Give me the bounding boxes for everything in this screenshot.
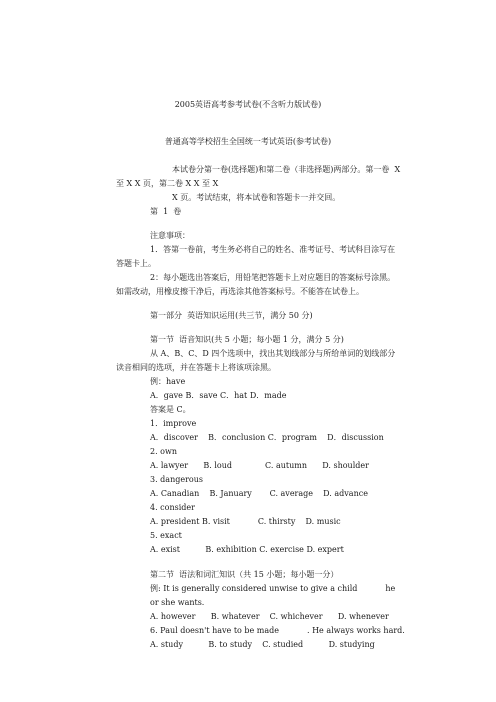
- notes-heading: 注意事项：: [150, 231, 190, 240]
- intro-line-2: 至 X X 页，第二卷 X X 至 X: [116, 179, 219, 188]
- section-1-instruction-1: 从 A、B、C、D 四个选项中，找出其划线部分与所给单词的划线部分: [150, 349, 396, 358]
- example-word: 例：have: [150, 377, 186, 386]
- question-6: 6. Paul doesn't have to be made . He always works hard.: [150, 626, 405, 635]
- section-1-instruction-2: 读音相同的选项，并在答题卡上将该项涂黑。: [116, 363, 276, 372]
- question-5: 5. exact: [150, 531, 182, 540]
- question-4-options: A. president B. visit C. thirsty D. music: [150, 517, 341, 526]
- question-5-options: A. exist B. exhibition C. exercise D. expert: [150, 545, 344, 554]
- question-1: 1．improve: [150, 419, 197, 428]
- question-2: 2. own: [150, 447, 177, 456]
- volume-heading: 第 1 卷: [150, 207, 182, 216]
- question-4: 4. consider: [150, 503, 195, 512]
- section-2-example-options: A. however B. whatever C. whichever D. whenever: [150, 612, 389, 621]
- example-answer: 答案是 C。: [150, 405, 191, 414]
- section-1-title: 第一节 语音知识(共 5 小题；每小题 1 分，满分 5 分): [150, 335, 344, 344]
- section-2-example-line-2: or she wants.: [150, 598, 205, 607]
- section-2-example-line-1: 例: It is generally considered unwise to give a child he: [150, 584, 396, 593]
- section-2-title: 第二节 语法和词汇知识（共 15 小题；每小题一分）: [150, 570, 339, 579]
- note-2-line-1: 2：每小题选出答案后，用铅笔把答题卡上对应题目的答案标号涂黑。: [150, 273, 396, 282]
- intro-line-3: X 页。考试结束，将本试卷和答题卡一并交回。: [172, 193, 341, 202]
- intro-line-1: 本试卷分第一卷(选择题)和第二卷（非选择题)两部分。第一卷 X: [172, 165, 401, 174]
- example-options: A．gave B．save C．hat D．made: [150, 391, 287, 400]
- note-1-line-2: 答题卡上。: [116, 259, 156, 268]
- question-1-options: A．discover B．conclusion C．program D．discussion: [150, 433, 384, 442]
- doc-title: 2005英语高考参考试卷(不含听力版试卷): [174, 100, 322, 109]
- note-2-line-2: 如需改动，用橡皮擦干净后，再选涂其他答案标号。不能答在试卷上。: [116, 287, 364, 296]
- note-1-line-1: 1．答第一卷前，考生务必将自己的姓名、准考证号、考试科目涂写在: [150, 245, 396, 254]
- question-2-options: A. lawyer B. loud C. autumn D. shoulder: [150, 461, 369, 470]
- question-3-options: A. Canadian B. January C. average D. advance: [150, 489, 368, 498]
- question-3: 3. dangerous: [150, 475, 203, 484]
- doc-subtitle: 普通高等学校招生全国统一考试英语(参考试卷): [164, 137, 332, 146]
- part-1-heading: 第一部分 英语知识运用(共三节，满分 50 分): [150, 311, 313, 320]
- question-6-options: A. study B. to study C. studied D. studying: [150, 640, 375, 649]
